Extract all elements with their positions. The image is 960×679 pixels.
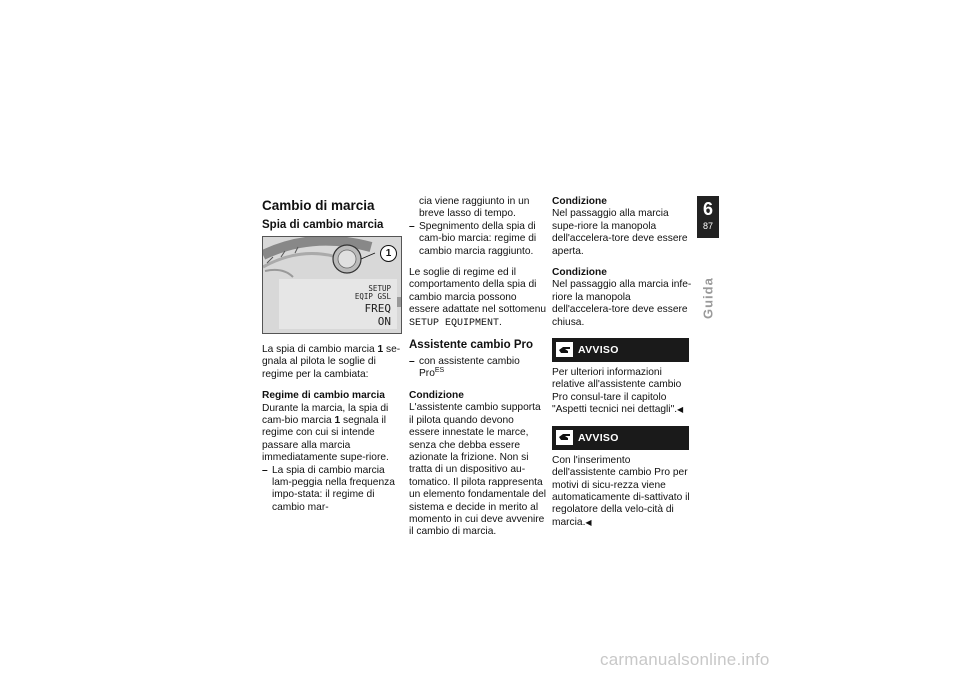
section-side-label: Guida <box>700 277 716 319</box>
assistant-list <box>409 356 547 381</box>
lcd-display <box>279 279 397 329</box>
condition-heading: Condizione <box>552 196 607 207</box>
regime-heading: Regime di cambio marcia <box>262 390 385 402</box>
notice-title: AVVISO <box>578 344 619 357</box>
column-3 <box>552 196 692 538</box>
section-heading: Spia di cambio marcia <box>262 219 384 231</box>
column-1 <box>262 198 402 523</box>
page-number: 87 <box>702 221 713 231</box>
lcd-line-setup: SETUP <box>368 284 391 293</box>
chapter-tab <box>697 196 719 238</box>
notice-box <box>552 338 689 362</box>
list-item: – Spegnimento della spia di cam-bio marcia: regime di cambio marcia raggiunto. <box>409 221 547 258</box>
column-2 <box>409 196 547 548</box>
condition-paragraph: Nel passaggio alla marcia supe-riore la manopola dell'accelera-tore deve essere aperta. <box>552 208 688 257</box>
intro-paragraph: La spia di cambio marcia 1 se-gnala al pilota le soglie di regime per la cambiata: <box>262 344 401 380</box>
info-hand-icon <box>556 342 573 357</box>
chapter-number: 6 <box>702 199 713 219</box>
lcd-line-on: ON <box>377 315 391 328</box>
page-title: Cambio di marcia <box>262 198 375 213</box>
notice-box <box>552 426 689 450</box>
shift-light-illustration <box>262 236 402 334</box>
callout-number: 1 <box>380 245 397 262</box>
regime-paragraph: Durante la marcia, la spia di cam-bio marcia 1 segnala il regime con cui si intende passare alla marcia immediatamente supe-riore. <box>262 402 389 464</box>
notice-text: Per ulteriori informazioni relative all'assistente cambio Pro consul-tare il capitolo "Aspetti tecnici nei dettagli".◀ <box>552 367 684 416</box>
condition-paragraph: Nel passaggio alla marcia infe-riore la manopola dell'accelera-tore deve essere chiusa. <box>552 279 692 328</box>
list-item: – con assistente cambio Pro$^{ES}$ <box>409 356 547 381</box>
notice-text: Con l'inserimento dell'assistente cambio Pro per motivi di sicu-rezza viene automaticamente di-sattivato il regolatore della velo-cità di marcia.◀ <box>552 454 690 528</box>
section-heading-assistant: Assistente cambio Pro <box>409 339 533 352</box>
watermark: carmanualsonline.info <box>600 650 770 669</box>
list-item: – La spia di cambio marcia lam-peggia nella frequenza impo-stata: il regime di cambio mar- <box>262 465 402 515</box>
condition-heading: Condizione <box>552 267 607 279</box>
regime-list <box>262 465 402 515</box>
condition-heading: Condizione <box>409 389 464 401</box>
threshold-paragraph: Le soglie di regime ed il comportamento della spia di cambio marcia possono essere adattate nel sottomenu SETUP EQUIPMENT. <box>409 267 547 329</box>
list-item-continuation: cia viene raggiunto in un breve lasso di tempo. <box>419 196 530 220</box>
info-hand-icon <box>556 430 573 445</box>
lcd-line-equip: EQIP GSL <box>354 292 391 301</box>
lcd-line-freq: FREQ <box>364 302 391 315</box>
regime-list-2 <box>409 221 547 258</box>
condition-paragraph: L'assistente cambio supporta il pilota quando devono essere innestate le marce, senza che debba essere azionate la frizione. Non si tratta di un dispositivo au-tomatico. Il pilota rappresenta un elemento fondamentale del sistema e decide in merito al momento in cui deve avvenire il cambio di marcia. <box>409 402 547 538</box>
notice-title: AVVISO <box>578 431 619 444</box>
